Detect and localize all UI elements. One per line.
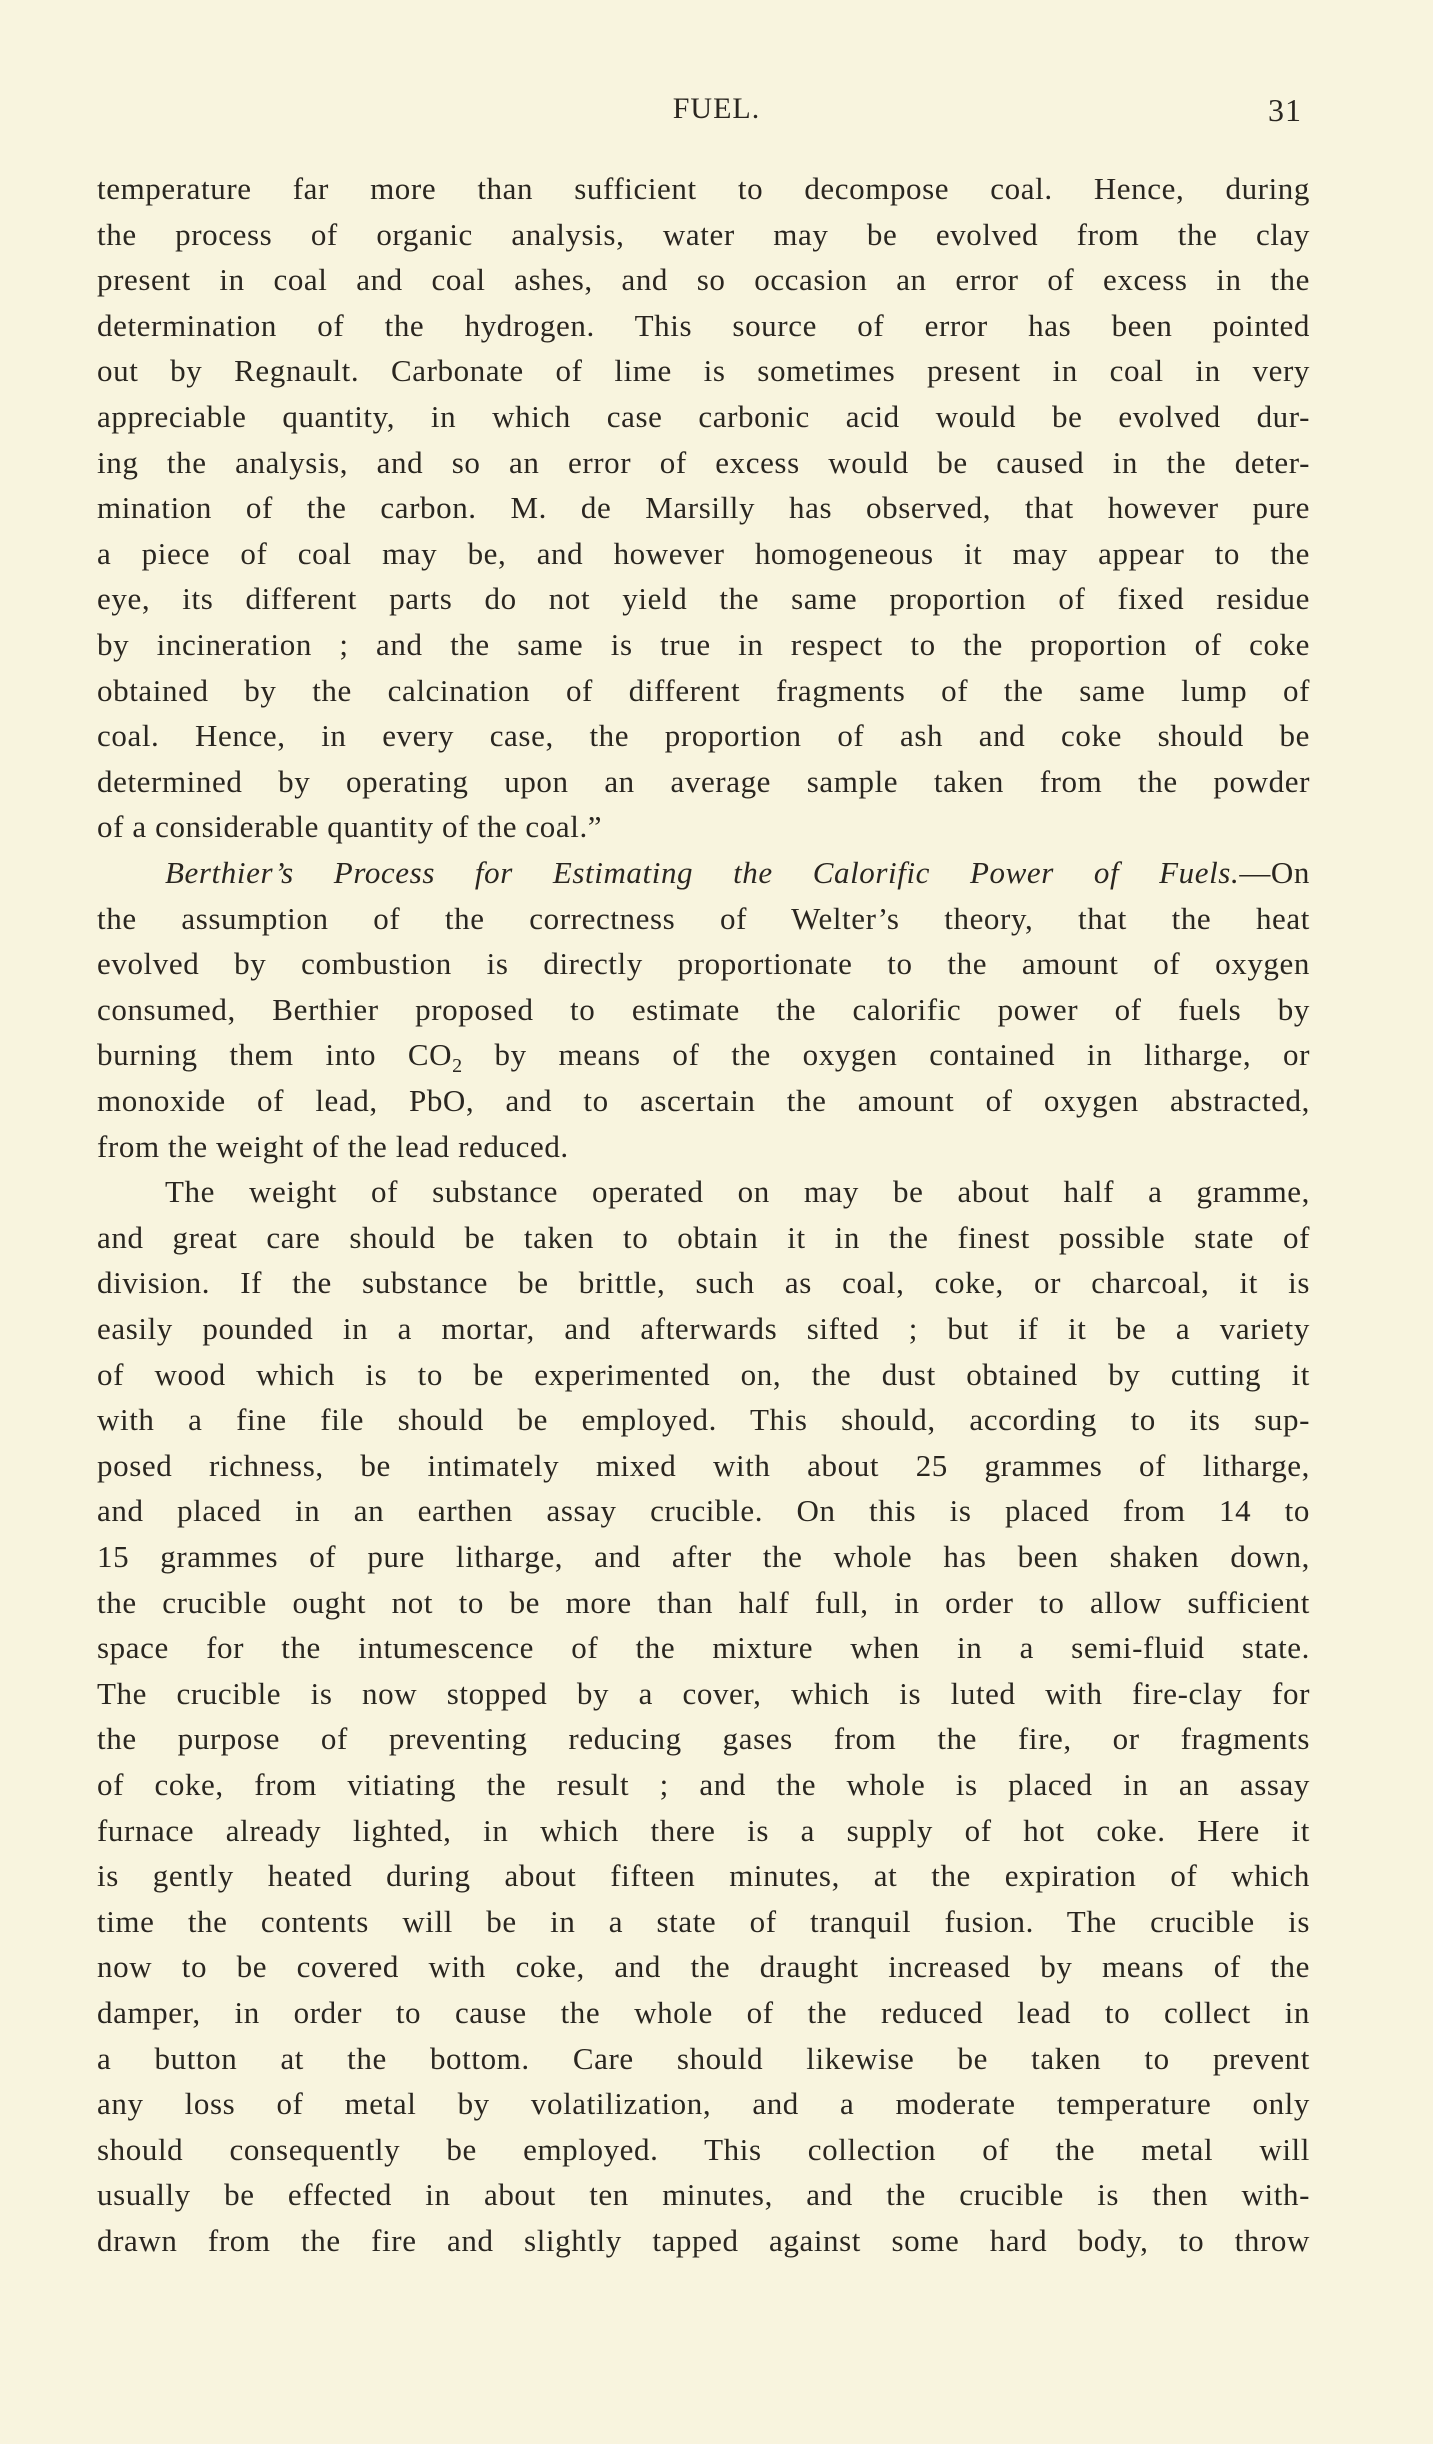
text-line: eye, its different parts do not yield the same proportion of fixed residue [97, 581, 1310, 617]
text-line [97, 1032, 1310, 1078]
text-line: determination of the hydrogen. This source of error has been pointed [97, 307, 1310, 343]
text-line: determined by operating upon an average sample taken from the powder [97, 763, 1310, 799]
text-line: of wood which is to be experimented on, the dust obtained by cutting it [97, 1356, 1310, 1392]
text-line: and great care should be taken to obtain it in the finest possible state of [97, 1219, 1310, 1255]
text-line: evolved by combustion is directly proportionate to the amount of oxygen [97, 946, 1310, 982]
text-line: obtained by the calcination of different fragments of the same lump of [97, 672, 1310, 708]
text-line: by incineration ; and the same is true in respect to the proportion of coke [97, 627, 1310, 662]
text-line: easily pounded in a mortar, and afterwards sifted ; but if it be a variety [97, 1311, 1310, 1346]
text-line: of coke, from vitiating the result ; and the whole is placed in an assay [97, 1767, 1310, 1802]
text-segment: burning them into CO [97, 1037, 453, 1073]
text-line: the process of organic analysis, water may be evolved from the clay [97, 216, 1310, 252]
text-line: and placed in an earthen assay crucible. On this is placed from 14 to [97, 1493, 1310, 1529]
text-line: a button at the bottom. Care should likewise be taken to prevent [97, 2040, 1310, 2076]
text-line: now to be covered with coke, and the draught increased by means of the [97, 1949, 1310, 1985]
text-line: the purpose of preventing reducing gases from the fire, or fragments [97, 1721, 1310, 1757]
text-line: 15 grammes of pure litharge, and after the whole has been shaken down, [97, 1539, 1310, 1574]
page-number: 31 [1268, 92, 1302, 128]
text-line: mination of the carbon. M. de Marsilly has observed, that however pure [97, 490, 1310, 526]
text-line: with a fine file should be employed. This should, according to its sup- [97, 1402, 1310, 1438]
text-segment: by means of the oxygen contained in litharge, or [462, 1037, 1310, 1073]
text-line [97, 850, 1310, 896]
text-line: damper, in order to cause the whole of the reduced lead to collect in [97, 1995, 1310, 2030]
text-line: temperature far more than sufficient to decompose coal. Hence, during [97, 171, 1310, 206]
subscript: 2 [452, 1055, 463, 1078]
text-line: the crucible ought not to be more than half full, in order to allow sufficient [97, 1584, 1310, 1620]
text-line: The weight of substance operated on may be about half a gramme, [165, 1174, 1310, 1210]
text-line: appreciable quantity, in which case carbonic acid would be evolved dur- [97, 399, 1310, 434]
text-line: the assumption of the correctness of Welter’s theory, that the heat [97, 900, 1310, 936]
text-line: consumed, Berthier proposed to estimate the calorific power of fuels by [97, 991, 1310, 1027]
text-line: monoxide of lead, PbO, and to ascertain the amount of oxygen abstracted, [97, 1083, 1310, 1118]
text-line: The crucible is now stopped by a cover, which is luted with fire-clay for [97, 1675, 1310, 1711]
text-line: furnace already lighted, in which there is a supply of hot coke. Here it [97, 1812, 1310, 1848]
text-line: ing the analysis, and so an error of excess would be caused in the deter- [97, 444, 1310, 480]
text-line: any loss of metal by volatilization, and a moderate temperature only [97, 2086, 1310, 2122]
text-line: present in coal and coal ashes, and so occasion an error of excess in the [97, 262, 1310, 298]
text-line: division. If the substance be brittle, such as coal, coke, or charcoal, it is [97, 1265, 1310, 1301]
text-line: coal. Hence, in every case, the proportion of ash and coke should be [97, 718, 1310, 754]
text-line: space for the intumescence of the mixture when in a semi-fluid state. [97, 1630, 1310, 1666]
text-line: out by Regnault. Carbonate of lime is sometimes present in coal in very [97, 353, 1310, 389]
text-line: posed richness, be intimately mixed with about 25 grammes of litharge, [97, 1447, 1310, 1483]
text-line: time the contents will be in a state of tranquil fusion. The crucible is [97, 1903, 1310, 1939]
text-segment: —On [1239, 855, 1310, 890]
text-line: drawn from the fire and slightly tapped against some hard body, to throw [97, 2223, 1310, 2258]
text-line: is gently heated during about fifteen minutes, at the expiration of which [97, 1858, 1310, 1894]
text-line: usually be effected in about ten minutes, and the crucible is then with- [97, 2177, 1310, 2213]
running-head: FUEL. [672, 92, 761, 125]
text-line: of a considerable quantity of the coal.” [97, 809, 603, 845]
italic-heading: Berthier’s Process for Estimating the Calorific Power of Fuels. [165, 855, 1240, 890]
text-line: a piece of coal may be, and however homogeneous it may appear to the [97, 535, 1310, 571]
text-line: from the weight of the lead reduced. [97, 1128, 569, 1164]
text-line: should consequently be employed. This collection of the metal will [97, 2131, 1310, 2167]
